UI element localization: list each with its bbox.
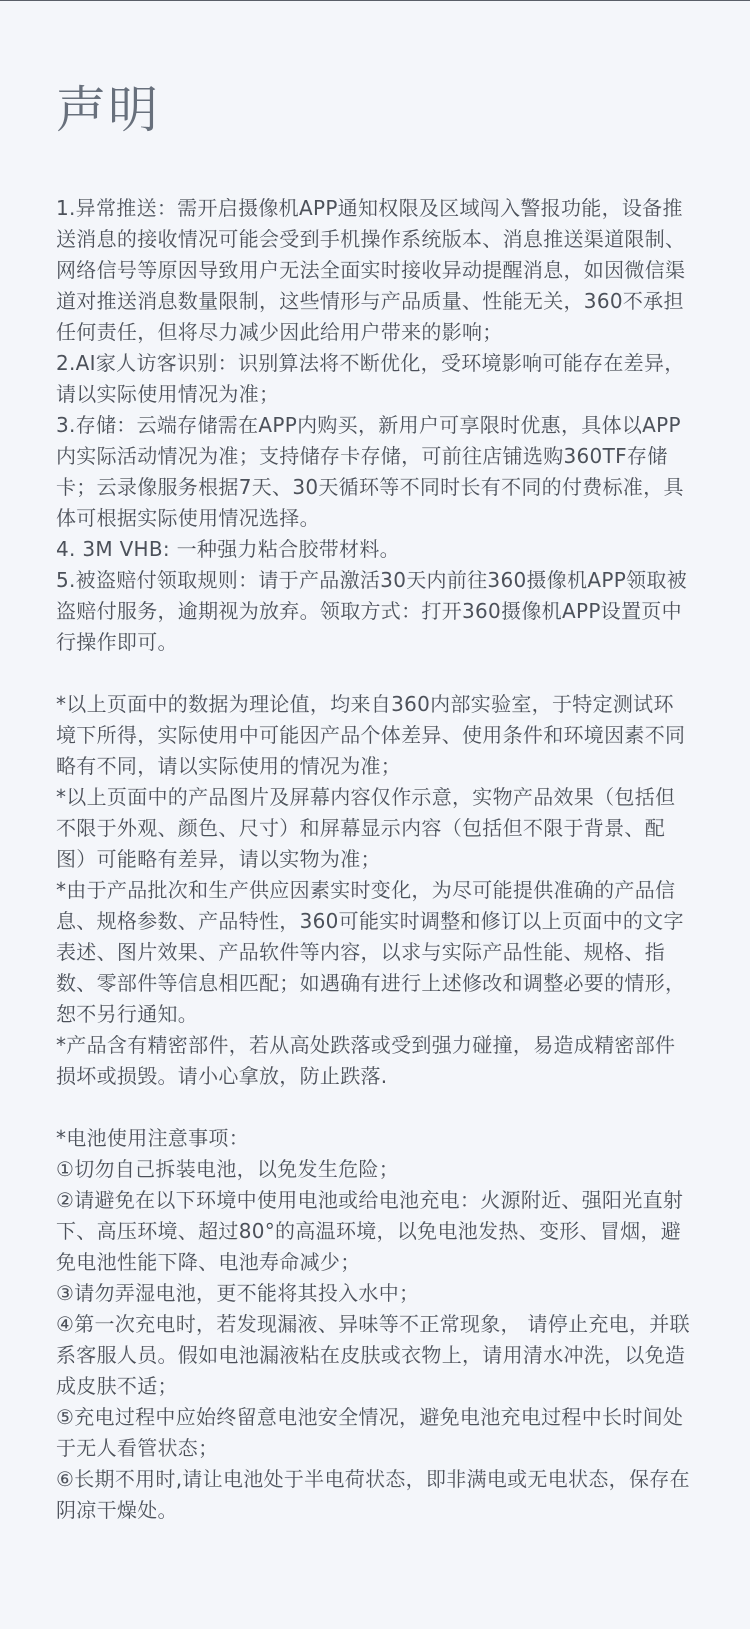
battery-item: ④第一次充电时，若发现漏液、异味等不正常现象， 请停止充电，并联系客服人员。假如电池漏液粘在皮肤或衣物上，请用清水冲洗，以免造成皮肤不适； — [56, 1312, 690, 1398]
note-paragraph: 1.异常推送：需开启摄像机APP通知权限及区域闯入警报功能，设备推送消息的接收情况可能会受到手机操作系统版本、消息推送渠道限制、网络信号等原因导致用户无法全面实时接收异动提醒消息，如因微信渠道对推送消息数量限制，这些情形与产品质量、性能无关，360不承担任何责任，但将尽力减少因此给用户带来的影响； — [56, 196, 686, 344]
disclaimer-paragraph: *产品含有精密部件，若从高处跌落或受到强力碰撞，易造成精密部件损坏或损毁。请小心拿放，防止跌落. — [56, 1033, 676, 1088]
note-paragraph: 3.存储：云端存储需在APP内购买，新用户可享限时优惠，具体以APP内实际活动情况为准；支持储存卡存储，可前往店铺选购360TF存储卡；云录像服务根据7天、30天循环等不同时长有不同的付费标准，具体可根据实际使用情况选择。 — [56, 413, 684, 530]
battery-item: ⑤充电过程中应始终留意电池安全情况，避免电池充电过程中长时间处于无人看管状态； — [56, 1405, 684, 1460]
battery-heading: *电池使用注意事项： — [56, 1126, 249, 1150]
disclaimer-paragraph: *以上页面中的产品图片及屏幕内容仅作示意，实物产品效果（包括但不限于外观、颜色、尺寸）和屏幕显示内容（包括但不限于背景、配图）可能略有差异，请以实物为准； — [56, 785, 676, 871]
note-paragraph: 2.AI家人访客识别：识别算法将不断优化，受环境影响可能存在差异，请以实际使用情况为准； — [56, 351, 685, 406]
battery-item: ②请避免在以下环境中使用电池或给电池充电：火源附近、强阳光直射下、高压环境、超过80°的高温环境，以免电池发热、变形、冒烟，避免电池性能下降、电池寿命减少； — [56, 1188, 684, 1274]
battery-item: ③请勿弄湿电池，更不能将其投入水中； — [56, 1281, 420, 1305]
battery-item: ⑥长期不用时,请让电池处于半电荷状态，即非满电或无电状态，保存在阴凉干燥处。 — [56, 1467, 690, 1522]
disclaimer-paragraph: *由于产品批次和生产供应因素实时变化，为尽可能提供准确的产品信息、规格参数、产品特性，360可能实时调整和修订以上页面中的文字表述、图片效果、产品软件等内容，以求与实际产品性能、规格、指数、零部件等信息相匹配；如遇确有进行上述修改和调整必要的情形，恕不另行通知。 — [56, 878, 686, 1026]
section-spacer — [56, 658, 694, 689]
note-paragraph: 4. 3M VHB: 一种强力粘合胶带材料。 — [56, 537, 400, 561]
section-spacer — [56, 1092, 694, 1123]
section-battery — [56, 1123, 694, 1526]
section-notes — [56, 193, 694, 658]
page-title: 声明 — [56, 81, 160, 139]
disclaimer-paragraph: *以上页面中的数据为理论值，均来自360内部实验室，于特定测试环境下所得，实际使用中可能因产品个体差异、使用条件和环境因素不同略有不同，请以实际使用的情况为准； — [56, 692, 686, 778]
battery-item: ①切勿自己拆装电池，以免发生危险； — [56, 1157, 400, 1181]
note-paragraph: 5.被盗赔付领取规则：请于产品激活30天内前往360摄像机APP领取被盗赔付服务，逾期视为放弃。领取方式：打开360摄像机APP设置页中行操作即可。 — [56, 568, 688, 654]
section-disclaimer — [56, 689, 694, 1092]
